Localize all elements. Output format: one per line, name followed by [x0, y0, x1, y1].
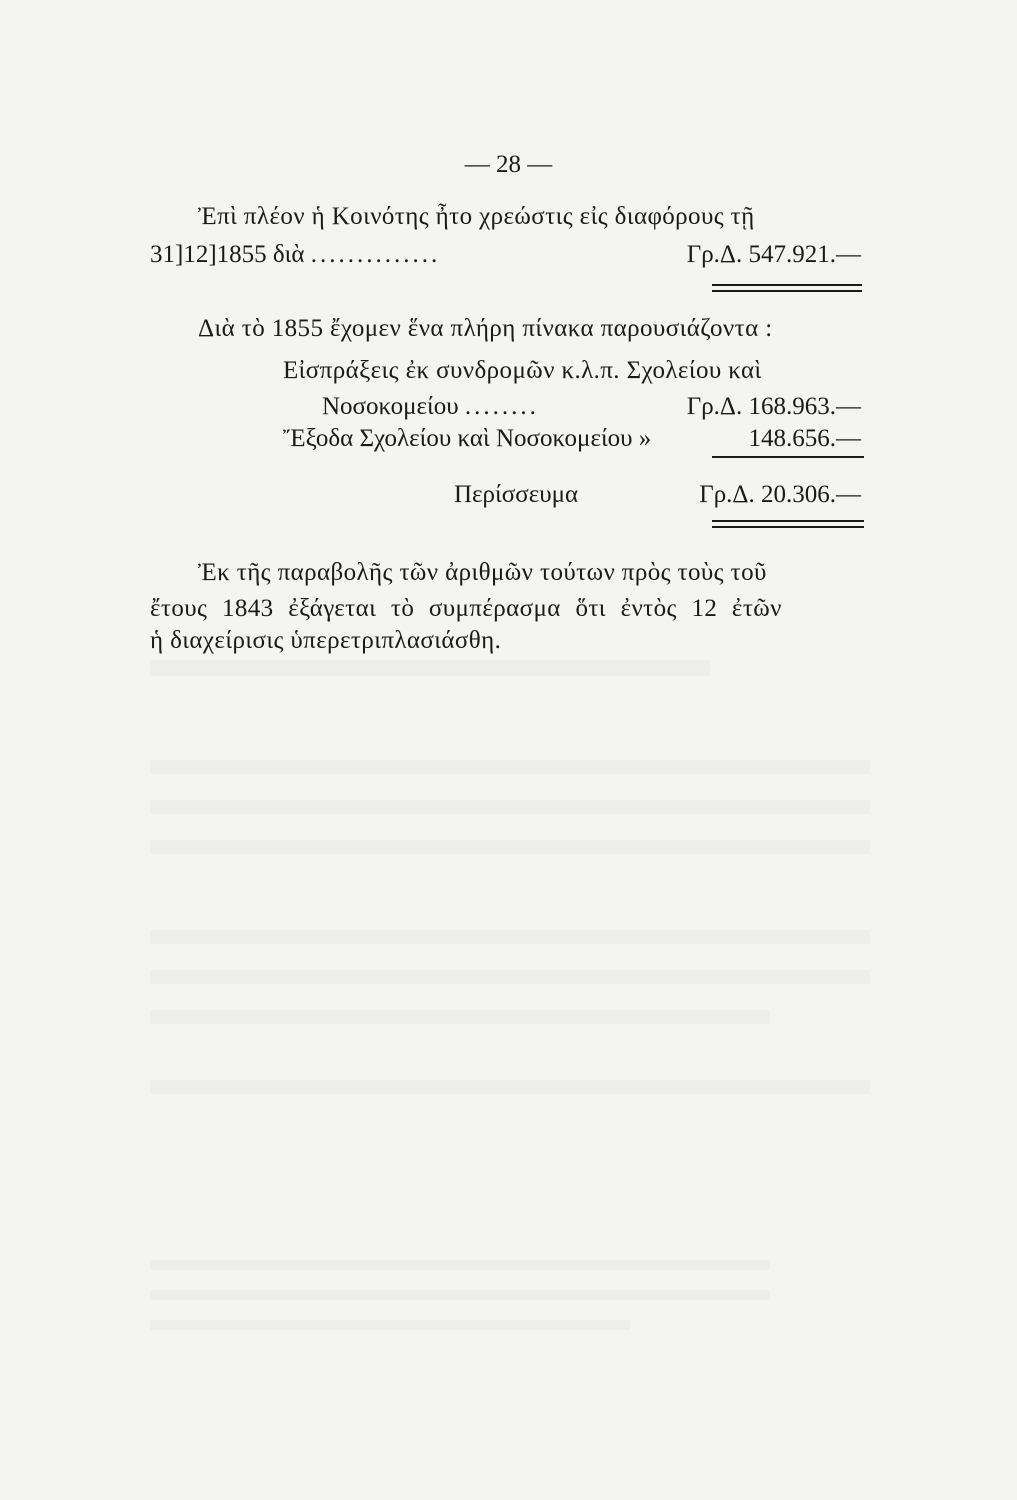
double-rule [712, 520, 864, 528]
bleed-through-mark [150, 840, 870, 854]
conclusion-line-1: Ἐκ τῆς παραβολῆς τῶν ἀριθμῶν τούτων πρὸς τοὺς τοῦ [198, 559, 767, 586]
bleed-through-mark [150, 930, 870, 944]
bleed-through-mark [150, 1080, 870, 1094]
bleed-through-mark [150, 970, 870, 984]
expenses-line: Ἔξοδα Σχολείου καὶ Νοσοκομείου » [283, 425, 652, 452]
bleed-through-mark [150, 1320, 630, 1330]
page-number: — 28 — [464, 151, 553, 178]
debt-amount: Γρ.Δ. 547.921.— [686, 241, 861, 268]
receipts-line: Εἰσπράξεις ἐκ συνδρομῶν κ.λ.π. Σχολείου καὶ [283, 357, 762, 384]
surplus-label: Περίσσευμα [454, 481, 579, 508]
sum-rule [712, 456, 864, 458]
leader-dots: ........ [464, 393, 539, 420]
receipts-amount: Γρ.Δ. 168.963.— [686, 393, 861, 420]
expenses-amount: 148.656.— [748, 425, 861, 452]
text-line-1: Ἐπὶ πλέον ἡ Κοινότης ἦτο χρεώστις εἰς διαφόρους τῇ [198, 203, 755, 230]
bleed-through-mark [150, 1260, 770, 1270]
bleed-through-mark [150, 660, 710, 676]
leader-dots: .............. [310, 241, 441, 268]
text-line-3: Διὰ τὸ 1855 ἔχομεν ἕνα πλήρη πίνακα παρουσιάζοντα : [198, 315, 773, 342]
double-rule [712, 284, 862, 292]
bleed-through-mark [150, 800, 870, 814]
bleed-through-mark [150, 1290, 770, 1300]
bleed-through-mark [150, 1010, 770, 1024]
date-label: 31]12]1855 διὰ [150, 241, 305, 268]
surplus-amount: Γρ.Δ. 20.306.— [699, 481, 861, 508]
bleed-through-mark [150, 760, 870, 774]
hospital-label: Νοσοκομείου [322, 393, 459, 420]
hospital-line [322, 392, 539, 422]
conclusion-line-3: ἡ διαχείρισις ὑπερετριπλασιάσθη. [150, 627, 502, 654]
text-line-2 [150, 240, 440, 270]
conclusion-line-2: ἔτους 1843 ἐξάγεται τὸ συμπέρασμα ὅτι ἐντὸς 12 ἐτῶν [150, 595, 782, 622]
